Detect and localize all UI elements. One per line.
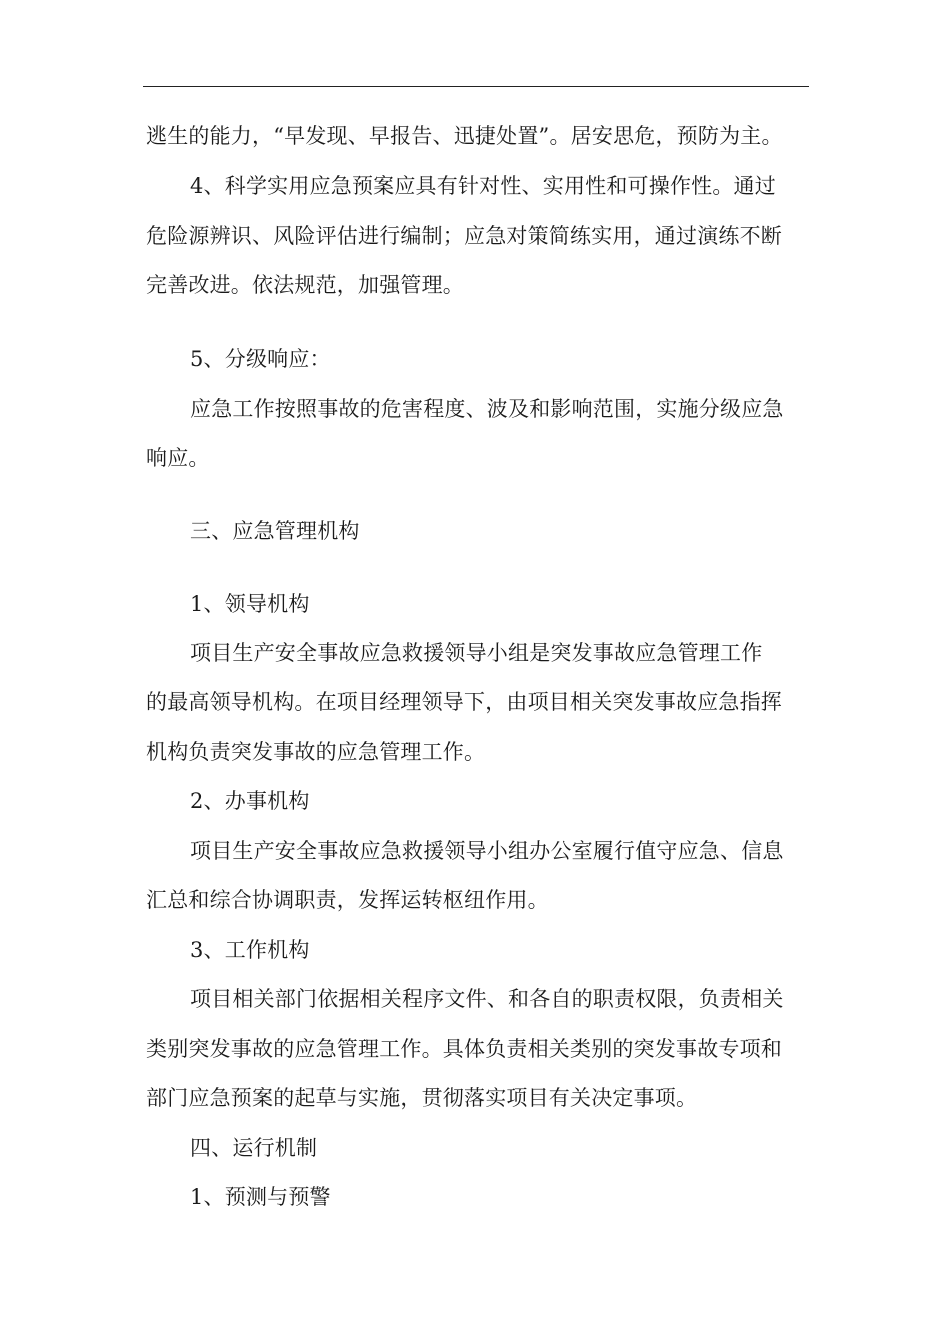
paragraph-line: 汇总和综合协调职责，发挥运转枢纽作用。: [146, 888, 549, 912]
paragraph-line: 机构负责突发事故的应急管理工作。: [146, 740, 486, 764]
paragraph-line: 的最高领导机构。在项目经理领导下，由项目相关突发事故应急指挥: [146, 690, 782, 714]
paragraph-line: 部门应急预案的起草与实施，贯彻落实项目有关决定事项。: [146, 1086, 698, 1110]
section-heading: 四、运行机制: [190, 1136, 318, 1160]
paragraph-line: 类别突发事故的应急管理工作。具体负责相关类别的突发事故专项和: [146, 1037, 782, 1061]
header-rule: [143, 86, 809, 87]
paragraph-line: 项目生产安全事故应急救援领导小组办公室履行值守应急、信息: [190, 839, 784, 863]
paragraph-line: 完善改进。依法规范，加强管理。: [146, 273, 464, 297]
paragraph-line: 4、科学实用应急预案应具有针对性、实用性和可操作性。通过: [190, 174, 776, 198]
paragraph-line: 危险源辨识、风险评估进行编制；应急对策简练实用，通过演练不断: [146, 224, 782, 248]
section-heading: 三、应急管理机构: [190, 519, 360, 543]
section-heading: 5、分级响应：: [190, 347, 331, 371]
paragraph-line: 逃生的能力，“早发现、早报告、迅捷处置”。居安思危，预防为主。: [146, 124, 783, 148]
paragraph-line: 项目相关部门依据相关程序文件、和各自的职责权限，负责相关: [190, 987, 784, 1011]
paragraph-line: 应急工作按照事故的危害程度、波及和影响范围，实施分级应急: [190, 397, 784, 421]
subsection-heading: 3、工作机构: [190, 938, 310, 962]
paragraph-line: 响应。: [146, 446, 210, 470]
subsection-heading: 1、预测与预警: [190, 1185, 331, 1209]
subsection-heading: 2、办事机构: [190, 789, 310, 813]
subsection-heading: 1、领导机构: [190, 592, 310, 616]
paragraph-line: 项目生产安全事故应急救援领导小组是突发事故应急管理工作: [190, 641, 763, 665]
